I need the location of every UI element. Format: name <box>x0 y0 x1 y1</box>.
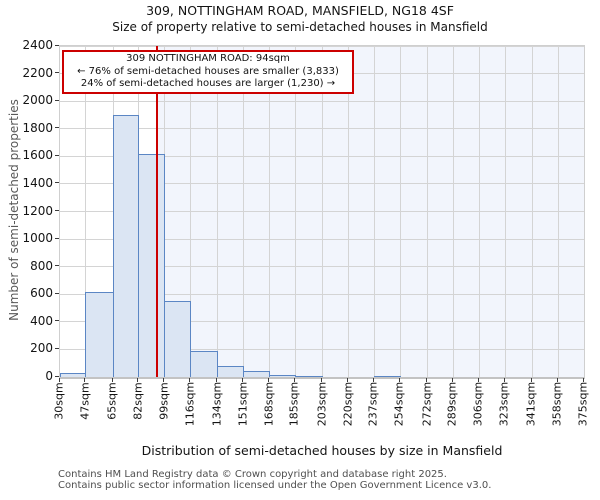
vertical-gridline <box>269 46 270 377</box>
y-axis-tick-mark <box>55 265 59 266</box>
footer-attribution-1: Contains HM Land Registry data © Crown copyright and database right 2025. <box>58 469 447 480</box>
x-axis-tick-label: 30sqm <box>52 381 66 420</box>
histogram-bar <box>269 375 296 377</box>
annotation-property-line: 309 NOTTINGHAM ROAD: 94sqm <box>126 53 290 64</box>
y-axis-tick-mark <box>55 348 59 349</box>
x-axis-tick-label: 272sqm <box>420 381 434 427</box>
histogram-bar <box>190 351 218 377</box>
x-axis-tick-label: 47sqm <box>78 381 92 420</box>
y-axis-tick-mark <box>55 182 59 183</box>
y-axis-tick-label: 1600 <box>22 148 53 163</box>
y-axis-tick-mark <box>55 376 59 377</box>
x-axis-tick-label: 375sqm <box>576 381 590 427</box>
vertical-gridline <box>427 46 428 377</box>
vertical-gridline <box>505 46 506 377</box>
y-axis-tick-label: 1000 <box>22 231 53 246</box>
footer-attribution-2: Contains public sector information licensed under the Open Government Licence v3.0. <box>58 480 492 491</box>
y-axis-tick-label: 2200 <box>22 65 53 80</box>
x-axis-tick-label: 134sqm <box>210 381 224 427</box>
vertical-gridline <box>243 46 244 377</box>
vertical-gridline <box>322 46 323 377</box>
y-axis-tick-mark <box>55 293 59 294</box>
x-axis-title: Distribution of semi-detached houses by size in Mansfield <box>141 443 503 458</box>
y-axis-tick-label: 2400 <box>22 38 53 52</box>
y-axis-tick-label: 800 <box>30 258 53 273</box>
y-axis-tick-mark <box>55 127 59 128</box>
y-axis-tick-label: 1800 <box>22 120 53 135</box>
vertical-gridline <box>558 46 559 377</box>
x-axis-tick-label: 203sqm <box>315 381 329 427</box>
vertical-gridline <box>532 46 533 377</box>
y-axis-tick-label: 1200 <box>22 203 53 218</box>
y-axis-tick-label: 200 <box>30 341 53 356</box>
x-axis-tick-label: 289sqm <box>445 381 459 427</box>
x-axis-tick-label: 237sqm <box>366 381 380 427</box>
y-axis-tick-mark <box>55 238 59 239</box>
vertical-gridline <box>400 46 401 377</box>
x-axis-tick-label: 151sqm <box>236 381 250 427</box>
histogram-bar <box>295 376 323 377</box>
y-axis-tick-label: 2000 <box>22 93 53 108</box>
y-axis-tick-mark <box>55 210 59 211</box>
vertical-gridline <box>217 46 218 377</box>
y-axis-tick-label: 1400 <box>22 175 53 190</box>
x-axis-tick-label: 99sqm <box>157 381 171 420</box>
vertical-gridline <box>374 46 375 377</box>
annotation-larger-line: 24% of semi-detached houses are larger (1,230) → <box>80 78 336 89</box>
y-axis-tick-mark <box>55 155 59 156</box>
x-axis-tick-label: 341sqm <box>524 381 538 427</box>
histogram-bar <box>164 301 191 377</box>
vertical-gridline <box>479 46 480 377</box>
x-axis-tick-label: 82sqm <box>131 381 145 420</box>
x-axis-tick-label: 168sqm <box>262 381 276 427</box>
x-axis-tick-label: 323sqm <box>497 381 511 427</box>
y-axis-title: Number of semi-detached properties <box>7 99 21 321</box>
annotation-box <box>62 50 354 94</box>
x-axis-tick-label: 116sqm <box>183 381 197 427</box>
page-subtitle: Size of property relative to semi-detached houses in Mansfield <box>112 20 488 34</box>
y-axis-tick-mark <box>55 45 59 46</box>
page-title: 309, NOTTINGHAM ROAD, MANSFIELD, NG18 4SF <box>146 3 454 18</box>
histogram-bar <box>138 154 165 377</box>
y-axis-tick-mark <box>55 100 59 101</box>
vertical-gridline <box>348 46 349 377</box>
histogram-bar <box>85 292 113 378</box>
y-axis-tick-label: 400 <box>30 313 53 328</box>
histogram-bar <box>243 371 270 377</box>
annotation-smaller-line: ← 76% of semi-detached houses are smaller (3,833) <box>77 65 339 77</box>
x-axis-tick-label: 65sqm <box>105 381 119 420</box>
y-axis-tick-label: 0 <box>45 369 53 383</box>
x-axis-tick-label: 185sqm <box>287 381 301 427</box>
y-axis-tick-mark <box>55 72 59 73</box>
y-axis-tick-mark <box>55 320 59 321</box>
y-axis-tick-label: 600 <box>30 286 53 301</box>
histogram-bar <box>60 373 87 377</box>
x-axis-tick-label: 254sqm <box>392 381 406 427</box>
histogram-bar <box>113 115 140 377</box>
x-axis-tick-label: 220sqm <box>341 381 355 427</box>
x-axis-tick-label: 358sqm <box>550 381 564 427</box>
property-size-marker-line <box>156 46 158 377</box>
plot-area <box>59 45 585 379</box>
x-axis-tick-label: 306sqm <box>471 381 485 427</box>
histogram-bar <box>217 366 244 377</box>
vertical-gridline <box>453 46 454 377</box>
histogram-bar <box>374 376 401 377</box>
vertical-gridline <box>295 46 296 377</box>
